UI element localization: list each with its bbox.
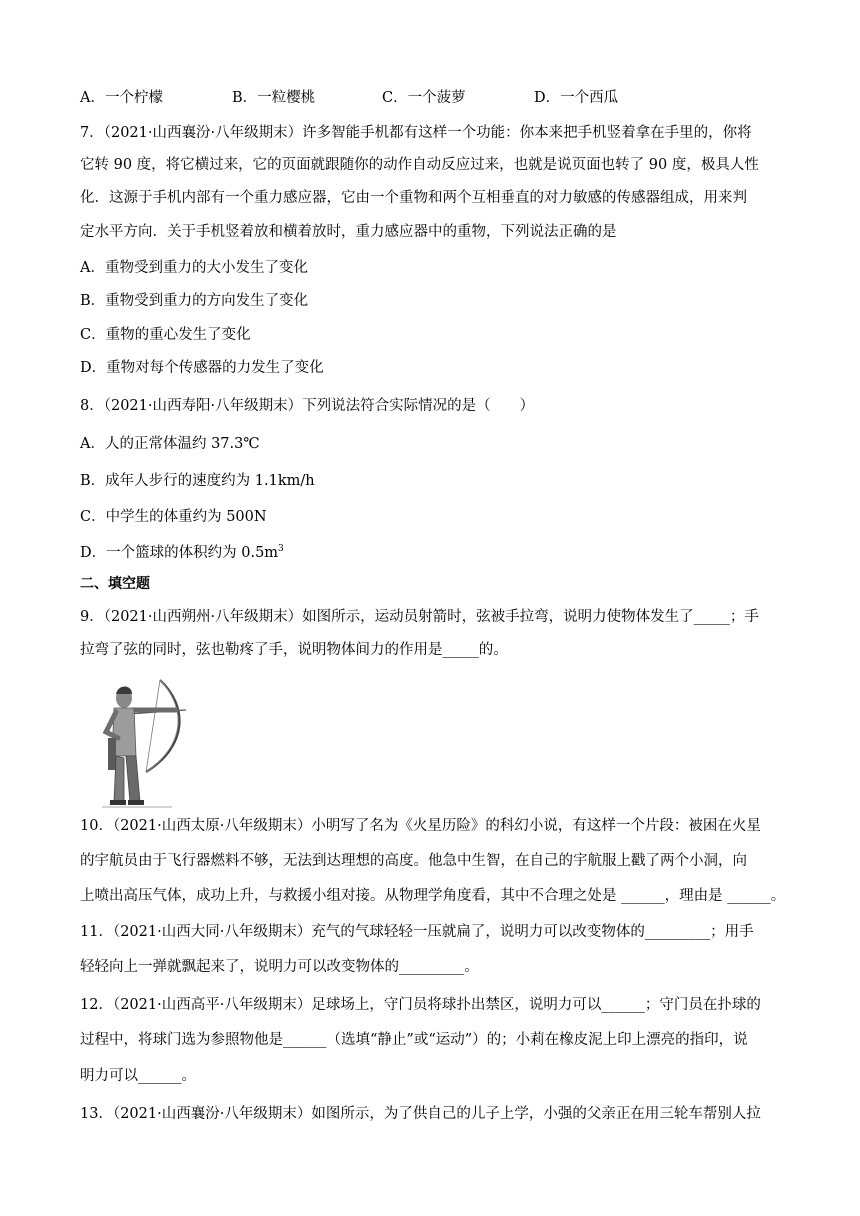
q6-option-c: C．一个菠萝 — [382, 90, 466, 106]
q6-option-d: D．一个西瓜 — [534, 90, 619, 106]
q12-stem-line-2: 过程中，将球门选为参照物他是______（选填“静止”或“运动”）的；小莉在橡皮泥上印上漂亮的指印，说 — [80, 1032, 748, 1048]
q9-stem-line-1: 9．（2021·山西朔州·八年级期末）如图所示，运动员射箭时，弦被手拉弯，说明力使物体发生了_____；手 — [80, 609, 759, 625]
q7-option-b: B．重物受到重力的方向发生了变化 — [80, 293, 309, 309]
q7-stem-line-4: 定水平方向．关于手机竖着放和横着放时，重力感应器中的重物，下列说法正确的是 — [80, 224, 617, 240]
q6-options-row — [80, 88, 618, 108]
q8-option-b: B．成年人步行的速度约为 1.1km/h — [80, 473, 315, 489]
q10-stem-line-3: 上喷出高压气体，成功上升，与救援小组对接。从物理学角度看，其中不合理之处是 ______，理由是 ______。 — [80, 888, 786, 904]
q7-option-d: D．重物对每个传感器的力发生了变化 — [80, 360, 324, 376]
q11-stem-line-2: 轻轻向上一弹就飘起来了，说明力可以改变物体的_________。 — [80, 959, 479, 975]
q12-stem-line-1: 12．（2021·山西高平·八年级期末）足球场上，守门员将球扑出禁区，说明力可以______；守门员在扑球的 — [80, 997, 761, 1013]
q7-stem-line-3: 化．这源于手机内部有一个重力感应器，它由一个重物和两个互相垂直的对力敏感的传感器组成，用来判 — [80, 190, 747, 206]
q6-option-a: A．一个柠檬 — [80, 90, 163, 106]
q10-stem-line-1: 10．（2021·山西太原·八年级期末）小明写了名为《火星历险》的科幻小说，有这样一个片段：被困在火星 — [80, 818, 761, 834]
section-heading-fill-in: 二、填空题 — [80, 576, 150, 592]
q8-option-c: C．中学生的体重约为 500N — [80, 509, 267, 525]
q7-stem-line-2: 它转 90 度，将它横过来，它的页面就跟随你的动作自动反应过来，也就是说页面也转了 90 度，极具人性 — [80, 157, 759, 173]
q8-option-d-superscript: 3 — [278, 544, 284, 554]
q7-stem-line-1: 7．（2021·山西襄汾·八年级期末）许多智能手机都有这样一个功能：你本来把手机竖着拿在手里的，你将 — [80, 125, 752, 141]
q11-stem-line-1: 11．（2021·山西大同·八年级期末）充气的气球轻轻一压就扁了，说明力可以改变物体的_________；用手 — [80, 924, 754, 940]
q9-stem-line-2: 拉弯了弦的同时，弦也勒疼了手，说明物体间力的作用是_____的。 — [80, 642, 508, 658]
q13-stem-line-1: 13．（2021·山西襄汾·八年级期末）如图所示，为了供自己的儿子上学，小强的父亲正在用三轮车帮别人拉 — [80, 1106, 761, 1122]
q8-option-a: A．人的正常体温约 37.3℃ — [80, 436, 260, 452]
archer-figure — [102, 676, 190, 810]
q8-option-d — [80, 543, 284, 563]
q8-option-d-text: D．一个篮球的体积约为 0.5m — [80, 545, 279, 561]
q10-stem-line-2: 的宇航员由于飞行器燃料不够，无法到达理想的高度。他急中生智，在自己的宇航服上戳了两个小洞，向 — [80, 853, 747, 869]
q6-option-b: B．一粒樱桃 — [232, 90, 316, 106]
q8-stem: 8．（2021·山西寿阳·八年级期末）下列说法符合实际情况的是（ ） — [80, 398, 535, 414]
q7-option-c: C．重物的重心发生了变化 — [80, 327, 251, 343]
q7-option-a: A．重物受到重力的大小发生了变化 — [80, 260, 308, 276]
q12-stem-line-3: 明力可以______。 — [80, 1068, 196, 1084]
